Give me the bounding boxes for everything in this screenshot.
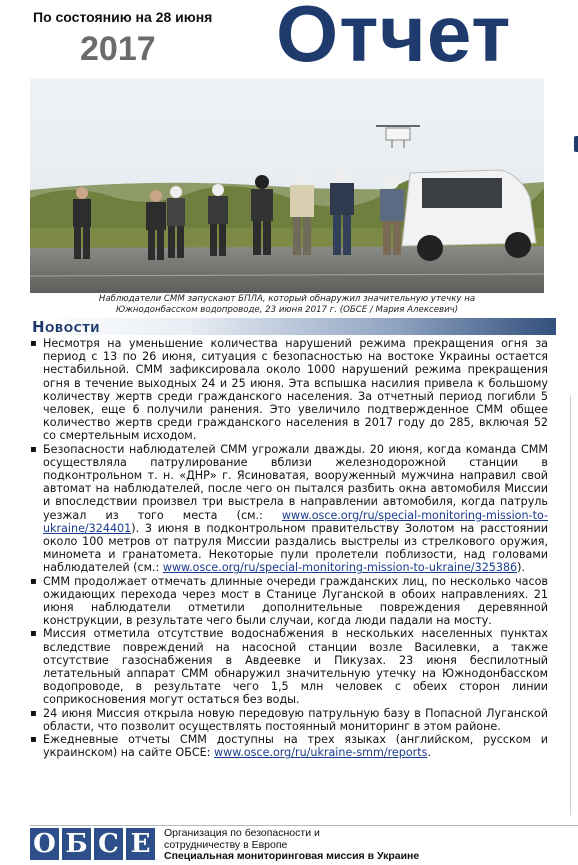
adjacent-column-edge [570,395,578,815]
report-year: 2017 [80,30,156,68]
link-report-324401[interactable]: www.osce.org/ru/special-monitoring-mission-to-ukraine/324401 [43,508,548,535]
monitors-launching-drone-illustration [30,78,544,293]
news-item-text: Миссия отметила отсутствие водоснабжения в нескольких населенных пунктах вследствие повреждений на насосной станции возле Василевки, а также отсутствие газоснабжения в Авдеевке и Пикузах. 23 июня беспилотный летательный аппарат СММ обнаружил значительную утечку на Южнодонбасском водопроводе, в результате чего 1,5 млн человек с обеих сторон линии соприкосновения могут остаться без воды. [43,627,548,707]
report-date: По состоянию на 28 июня [33,9,213,25]
news-item-2 [30,443,548,575]
osce-logo-letter: С [94,828,123,860]
news-section-title: Новости [32,318,100,336]
news-section-header [30,318,556,335]
news-item-6 [30,733,548,759]
news-list [30,337,548,760]
osce-logo-letter: Б [62,828,91,860]
osce-logo-letter: О [30,828,59,860]
link-smm-reports[interactable]: www.osce.org/ru/ukraine-smm/reports [213,746,428,760]
link-report-325386[interactable]: www.osce.org/ru/special-monitoring-mission-to-ukraine/325386 [162,561,518,575]
news-item-1 [30,337,548,443]
news-header-gradient [30,318,556,335]
mission-name: Специальная мониторинговая миссия в Украине [164,850,420,862]
news-item-text: . [427,746,431,760]
photo-caption [30,294,544,316]
news-item-3 [30,575,548,628]
photo-caption-line-2: Южнодонбасском водопроводе, 23 июня 2017 г. (ОБСЕ / Мария Алексевич) [115,305,459,315]
osce-logo-letter: Е [126,828,155,860]
edge-tab-marker [574,136,578,152]
news-item-text: Несмотря на уменьшение количества нарушений режима прекращения огня за период с 13 по 26 июня, ситуация с безопасностью на востоке Украины остается нестабильной. СММ зафиксировала около 1000 нарушений режима прекращения огня в течение выходных 24 и 25 июня. Эта вспышка насилия привела к большому количеству жертв среди гражданского населения. За отчетный период погибли 5 человек, еще 6 получили ранения. Это увеличило подтвержденное СММ общее количество жертв среди гражданского населения в 2017 году до 285, включая 52 со смертельным исходом. [43,337,548,443]
news-item-4 [30,627,548,706]
osce-logo [30,826,158,862]
news-item-text: Ежедневные отчеты СММ доступны на трех языках (английском, русском и украинском) на сайте ОБСЕ: [43,733,548,760]
report-title: Отчет [276,0,512,78]
news-item-text: СММ продолжает отмечать длинные очереди гражданских лиц, по несколько часов ожидающих перехода через мост в Станице Луганской в обоих направлениях. 21 июня наблюдатели отметили дополнительные повреждения деревянной конструкции, в результате чего были случаи, когда люди падали на мосту. [43,574,548,628]
org-line-1: Организация по безопасности и [164,827,320,839]
news-item-5 [30,707,548,733]
news-item-text: ). [517,561,526,575]
organization-name [164,828,419,863]
org-line-2: сотрудничеству в Европе [164,838,288,851]
news-item-text: ). 3 июня в подконтрольном правительству Золотом на расстоянии около 100 метров от патруля Миссии раздались выстрелы из стрелкового оружия, миномета и гранатомета. Некоторые пули пролетели поблизости, над головами наблюдателей (см.: [43,521,548,575]
photo-caption-line-1: Наблюдатели СММ запускают БПЛА, который обнаружил значительную утечку на [98,294,476,304]
news-item-text: 24 июня Миссия открыла новую передовую патрульную базу в Попасной Луганской области, что позволит осуществлять постоянный мониторинг в этом районе. [43,706,548,733]
news-item-text: Безопасности наблюдателей СММ угрожали дважды. 20 июня, когда команда СММ осуществляла патрулирование вблизи железнодорожной станции в подконтрольном т. н. «ДНР» г. Ясиноватая, вооруженный мужчина направил свой автомат на наблюдателей, после чего он пытался разбить окна автомобиля Миссии и впоследствии произвел три выстрела в направлении автомобиля, когда патруль уезжал из того места (см.: [43,442,548,522]
header-photo [30,78,544,293]
